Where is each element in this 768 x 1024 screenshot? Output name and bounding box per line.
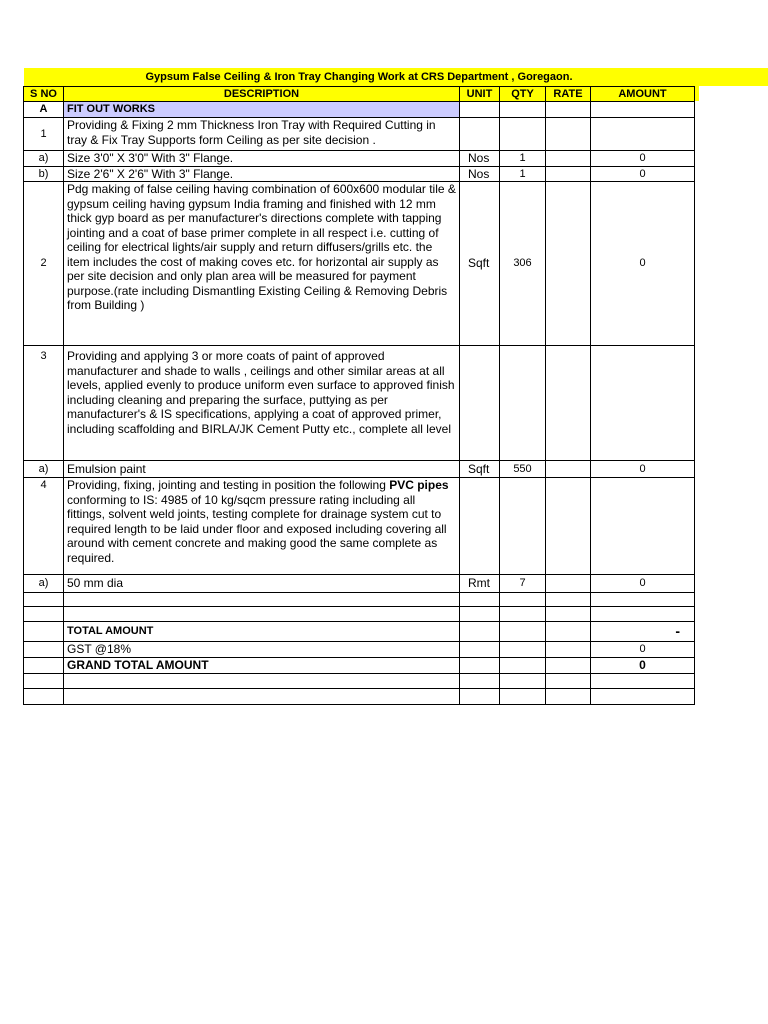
cell-empty xyxy=(546,688,591,704)
total-amount-label: TOTAL AMOUNT xyxy=(64,622,460,642)
blank-row xyxy=(24,688,695,704)
header-sno: S NO xyxy=(24,86,64,102)
item-rate xyxy=(546,166,591,182)
item-rate xyxy=(546,151,591,167)
cell-empty xyxy=(460,102,500,118)
item-description xyxy=(64,478,460,575)
header-unit: UNIT xyxy=(460,86,500,102)
cell-empty xyxy=(591,478,695,575)
cell-empty xyxy=(500,607,546,622)
table-row xyxy=(24,575,695,593)
item-amount: 0 xyxy=(591,575,695,593)
blank-row xyxy=(24,607,695,622)
item-qty: 7 xyxy=(500,575,546,593)
cell-empty xyxy=(24,642,64,658)
desc-part: Providing, fixing, jointing and testing in position the following xyxy=(67,478,390,492)
header-rate: RATE xyxy=(546,86,591,102)
item-amount: 0 xyxy=(591,461,695,478)
item-qty: 1 xyxy=(500,166,546,182)
item-unit: Rmt xyxy=(460,575,500,593)
cell-empty xyxy=(546,118,591,151)
grand-total-row xyxy=(24,657,695,673)
item-sno: 2 xyxy=(24,182,64,346)
blank-row xyxy=(24,593,695,607)
cell-empty xyxy=(460,607,500,622)
gst-label: GST @18% xyxy=(64,642,460,658)
item-qty: 550 xyxy=(500,461,546,478)
section-row xyxy=(24,102,695,118)
cell-empty xyxy=(591,593,695,607)
bill-of-quantities-table xyxy=(23,68,695,705)
cell-empty xyxy=(64,607,460,622)
gst-row xyxy=(24,642,695,658)
item-qty: 306 xyxy=(500,182,546,346)
cell-empty xyxy=(591,118,695,151)
item-description: 50 mm dia xyxy=(64,575,460,593)
header-row xyxy=(24,86,695,102)
title-row xyxy=(24,68,695,86)
cell-empty xyxy=(546,657,591,673)
table-row xyxy=(24,182,695,346)
cell-empty xyxy=(500,642,546,658)
cell-empty xyxy=(64,593,460,607)
cell-empty xyxy=(460,118,500,151)
cell-empty xyxy=(460,642,500,658)
cell-empty xyxy=(546,102,591,118)
cell-empty xyxy=(591,673,695,688)
blank-row xyxy=(24,673,695,688)
cell-empty xyxy=(591,688,695,704)
item-description: Providing and applying 3 or more coats of paint of approved manufacturer and shade to walls , ceilings and other similar areas at all levels, applied evenly to produce uniform even surface to approved finish including cleaning and preparing the surface, puttying as per manufacturer's & IS specifications, applying a coat of approved primer, including scaffolding and BIRLA/JK Cement Putty etc., complete all level xyxy=(64,346,460,461)
cell-empty xyxy=(546,673,591,688)
cell-empty xyxy=(500,688,546,704)
cell-empty xyxy=(500,118,546,151)
section-sno: A xyxy=(24,102,64,118)
item-description: Emulsion paint xyxy=(64,461,460,478)
cell-empty xyxy=(460,657,500,673)
item-rate xyxy=(546,461,591,478)
table-row xyxy=(24,478,695,575)
cell-empty xyxy=(460,622,500,642)
item-description: Providing & Fixing 2 mm Thickness Iron Tray with Required Cutting in tray & Fix Tray Supports form Ceiling as per site decision . xyxy=(64,118,460,151)
desc-highlight: PVC pipes xyxy=(389,478,449,492)
item-amount: 0 xyxy=(591,182,695,346)
item-qty: 1 xyxy=(500,151,546,167)
cell-empty xyxy=(546,642,591,658)
cell-empty xyxy=(591,607,695,622)
item-unit: Nos xyxy=(460,166,500,182)
cell-empty xyxy=(24,657,64,673)
cell-empty xyxy=(546,346,591,461)
cell-empty xyxy=(24,607,64,622)
item-sno: a) xyxy=(24,461,64,478)
item-unit: Nos xyxy=(460,151,500,167)
cell-empty xyxy=(546,607,591,622)
cell-empty xyxy=(546,593,591,607)
cell-empty xyxy=(24,688,64,704)
header-qty: QTY xyxy=(500,86,546,102)
total-amount-value: - xyxy=(591,622,695,642)
section-label: FIT OUT WORKS xyxy=(64,102,460,118)
item-sno: 1 xyxy=(24,118,64,151)
item-unit: Sqft xyxy=(460,182,500,346)
gst-value: 0 xyxy=(591,642,695,658)
cell-empty xyxy=(24,622,64,642)
cell-empty xyxy=(500,673,546,688)
cell-empty xyxy=(546,478,591,575)
item-sno: a) xyxy=(24,151,64,167)
item-description: Pdg making of false ceiling having combination of 600x600 modular tile & gypsum ceiling having gypsum India framing and finished with 12 mm thick gyp board as per manufacturer's directions complete with tapping jointing and a coat of base primer complete in all respect i.e. cutting of ceiling for electrical lights/air supply and return diffusers/grills etc. the item includes the cost of making coves etc. for horizontal air supply as per site decision and only plan area will be measured for payment purpose.(rate including Dismantling Existing Ceiling & Removing Debris from Building ) xyxy=(64,182,460,346)
cell-empty xyxy=(546,622,591,642)
cell-empty xyxy=(64,673,460,688)
cell-empty xyxy=(500,593,546,607)
cell-empty xyxy=(591,346,695,461)
estimate-sheet xyxy=(23,68,695,705)
cell-empty xyxy=(500,657,546,673)
item-rate xyxy=(546,182,591,346)
item-sno: 4 xyxy=(24,478,64,575)
title-fill-extension xyxy=(693,68,768,86)
grand-total-value: 0 xyxy=(591,657,695,673)
header-description: DESCRIPTION xyxy=(64,86,460,102)
header-amount: AMOUNT xyxy=(591,86,695,102)
cell-empty xyxy=(500,622,546,642)
total-row xyxy=(24,622,695,642)
cell-empty xyxy=(460,346,500,461)
desc-part: conforming to IS: 4985 of 10 kg/sqcm pressure rating including all fittings, solvent weld joints, testing complete for drainage system cut to required length to be laid under floor and exposed including covering all around with cement concrete and making good the same complete as required. xyxy=(67,492,447,565)
table-row xyxy=(24,166,695,182)
cell-empty xyxy=(64,688,460,704)
cell-empty xyxy=(460,688,500,704)
item-description: Size 3'0" X 3'0" With 3" Flange. xyxy=(64,151,460,167)
cell-empty xyxy=(460,593,500,607)
cell-empty xyxy=(460,673,500,688)
table-row xyxy=(24,151,695,167)
cell-empty xyxy=(500,102,546,118)
cell-empty xyxy=(500,478,546,575)
item-description: Size 2'6" X 2'6" With 3" Flange. xyxy=(64,166,460,182)
item-sno: a) xyxy=(24,575,64,593)
item-amount: 0 xyxy=(591,166,695,182)
table-row xyxy=(24,346,695,461)
item-unit: Sqft xyxy=(460,461,500,478)
grand-total-label: GRAND TOTAL AMOUNT xyxy=(64,657,460,673)
item-rate xyxy=(546,575,591,593)
cell-empty xyxy=(24,593,64,607)
table-row xyxy=(24,118,695,151)
cell-empty xyxy=(500,346,546,461)
item-sno: 3 xyxy=(24,346,64,461)
item-amount: 0 xyxy=(591,151,695,167)
table-row xyxy=(24,461,695,478)
cell-empty xyxy=(591,102,695,118)
item-sno: b) xyxy=(24,166,64,182)
cell-empty xyxy=(460,478,500,575)
sheet-title: Gypsum False Ceiling & Iron Tray Changing Work at CRS Department , Goregaon. xyxy=(24,68,695,86)
cell-empty xyxy=(24,673,64,688)
